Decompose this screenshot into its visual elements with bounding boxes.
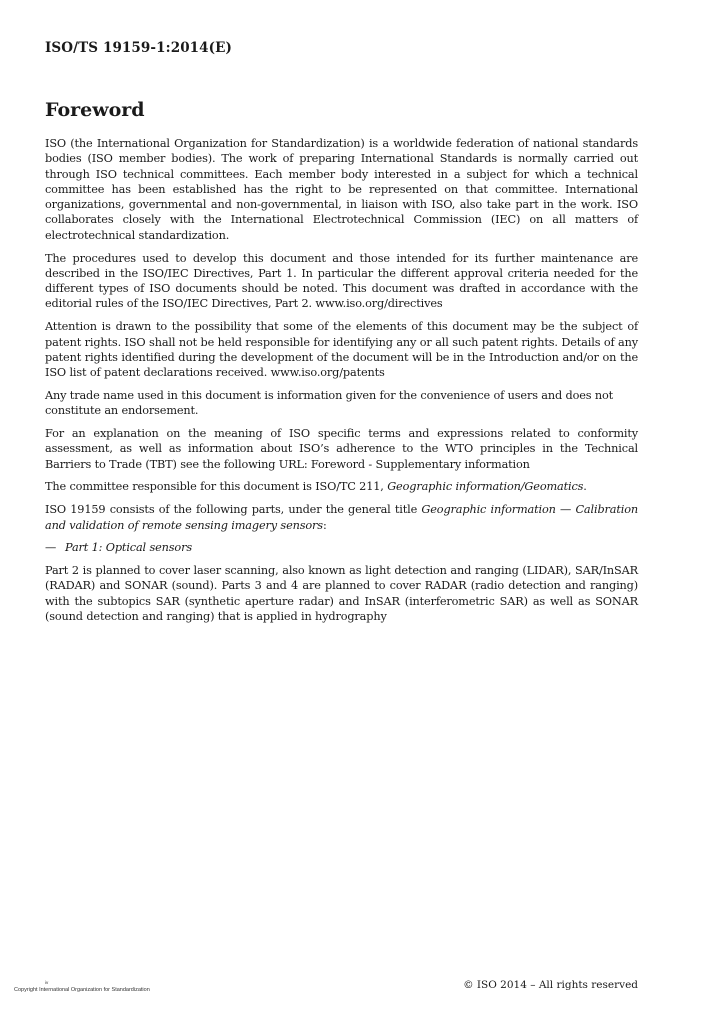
paragraph-conformity: For an explanation on the meaning of ISO specific terms and expressions related to conformity assessment, as well as information about ISO’s adherence to the WTO principles in the Technical Barriers to Trade (TBT) see the following URL: Foreword - Supplementary information xyxy=(45,427,638,471)
parts-end: : xyxy=(322,518,327,532)
document-id: ISO/TS 19159-1:2014(E) xyxy=(45,40,233,56)
committee-end: . xyxy=(583,480,587,494)
list-dash: — xyxy=(45,541,57,555)
parts-text: ISO 19159 consists of the following parts, under the general title xyxy=(45,503,422,517)
page-title: Foreword xyxy=(45,99,145,121)
foreword-body xyxy=(45,136,638,632)
parts-general-title: Geographic information — Calibration and validation of remote sensing imagery sensors xyxy=(45,503,638,532)
footer-page-number: iv xyxy=(45,980,49,985)
footer-copyright-left xyxy=(14,980,150,993)
paragraph-iso-federation: ISO (the International Organization for Standardization) is a worldwide federation of national standards bodies (ISO member bodies). The work of preparing International Standards is normally carried out through ISO technical committees. Each member body interested in a subject for which a technical committee has been established has the right to be represented on that committee. International organizations, governmental and non-governmental, in liaison with ISO, also take part in the work. ISO collaborates closely with the International Electrotechnical Commission (IEC) on all matters of electrotechnical standardization. xyxy=(45,137,638,242)
committee-title: Geographic information/Geomatics xyxy=(387,480,584,494)
paragraph-procedures: The procedures used to develop this document and those intended for its further maintenance are described in the ISO/IEC Directives, Part 1. In particular the different approval criteria needed for the different types of ISO documents should be noted. This document was drafted in accordance with the editorial rules of the ISO/IEC Directives, Part 2. www.iso.org/directives xyxy=(45,251,638,311)
footer-copyright-right: © ISO 2014 – All rights reserved xyxy=(463,979,638,991)
paragraph-parts xyxy=(45,502,638,533)
committee-text: The committee responsible for this document is ISO/TC 211, xyxy=(45,480,388,494)
paragraph-committee xyxy=(45,479,638,494)
list-item-label: Part 1: Optical sensors xyxy=(65,541,192,555)
paragraph-trade-name: Any trade name used in this document is information given for the convenience of users and does not constitute an endorsement. xyxy=(45,388,614,418)
footer-copyright-text: Copyright International Organization for Standardization xyxy=(14,986,150,993)
paragraph-planned-parts: Part 2 is planned to cover laser scanning, also known as light detection and ranging (LIDAR), SAR/InSAR (RADAR) and SONAR (sound). Parts 3 and 4 are planned to cover RADAR (radio detection and ranging) with the subtopics SAR (synthetic aperture radar) and InSAR (interferometric SAR) as well as SONAR (sound detection and ranging) that is applied in hydrography xyxy=(45,564,638,624)
paragraph-patent-rights: Attention is drawn to the possibility that some of the elements of this document may be the subject of patent rights. ISO shall not be held responsible for identifying any or all such patent rights. Details of any patent rights identified during the development of the document will be in the Introduction and/or on the ISO list of patent declarations received. www.iso.org/patents xyxy=(45,320,638,380)
list-item xyxy=(45,540,638,555)
